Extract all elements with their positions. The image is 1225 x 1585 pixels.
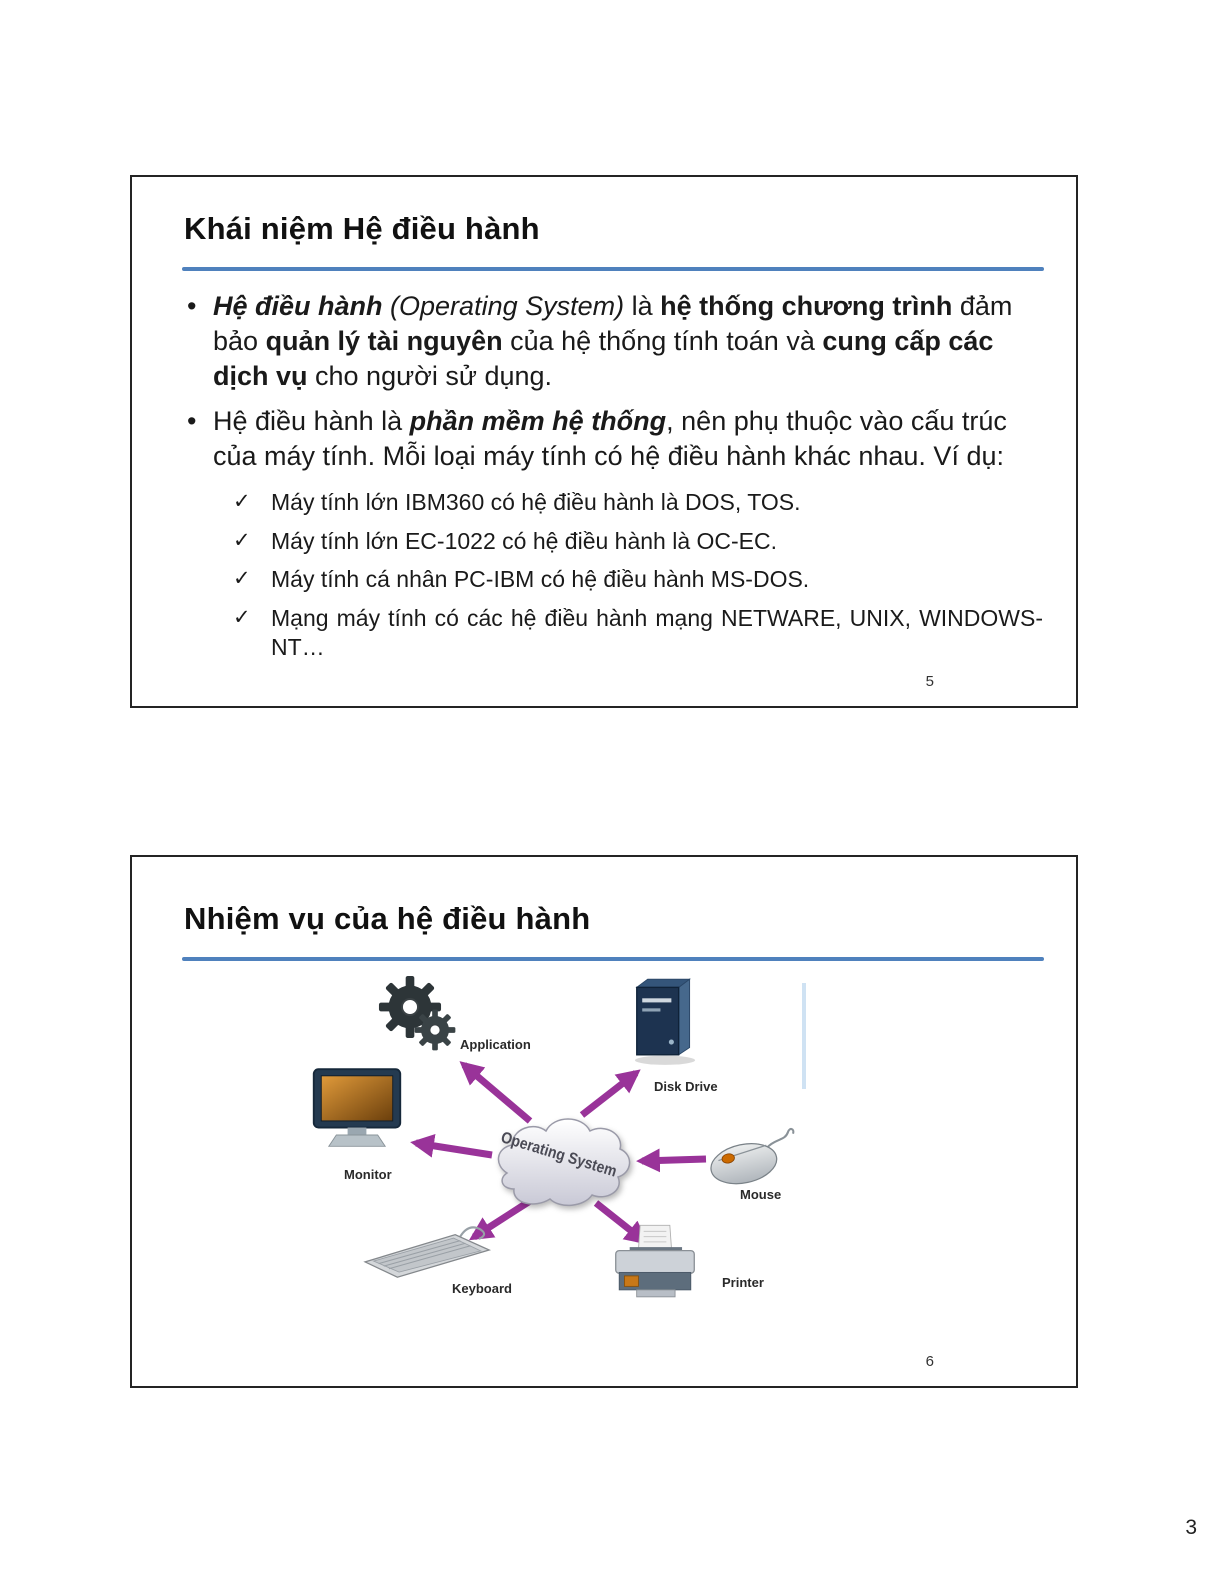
list-item-text: Máy tính lớn EC-1022 có hệ điều hành là OC-EC.: [271, 527, 778, 554]
monitor-icon: [310, 1067, 404, 1157]
monitor-label: Monitor: [344, 1167, 392, 1182]
list-item: [233, 604, 1043, 663]
bullet-marker: •: [187, 291, 197, 321]
slide-5: [130, 175, 1078, 708]
bullet-item: [187, 289, 1043, 394]
check-icon: ✓: [233, 604, 251, 629]
check-icon: ✓: [233, 566, 251, 591]
list-item-text: Máy tính cá nhân PC-IBM có hệ điều hành MS-DOS.: [271, 566, 810, 593]
list-item-text: Mạng máy tính có các hệ điều hành mạng NETWARE, UNIX, WINDOWS-NT…: [271, 604, 1043, 661]
example-list: [187, 488, 1043, 662]
text-segment: Hệ điều hành là: [213, 406, 410, 437]
application-icon: [372, 975, 472, 1061]
check-icon: ✓: [233, 489, 251, 514]
disk-drive-icon: [624, 975, 706, 1069]
bullet-item: [187, 404, 1043, 474]
cloud-icon: [482, 1103, 632, 1211]
slide-6: [130, 855, 1078, 1388]
gear-small-icon: [414, 1009, 456, 1051]
text-segment: quản lý tài nguyên: [265, 326, 503, 357]
document-page-number: 3: [1185, 1516, 1197, 1539]
mouse-icon: [698, 1123, 798, 1191]
disk-drive-label: Disk Drive: [654, 1079, 718, 1094]
text-segment: đảm bảo: [213, 291, 1013, 357]
text-segment: , nên phụ thuộc vào cấu trúc của máy tính. Mỗi loại máy tính có hệ điều hành khác nhau. Ví dụ:: [213, 406, 1007, 472]
keyboard-label: Keyboard: [452, 1281, 512, 1296]
text-segment: cho người sử dụng.: [307, 361, 553, 392]
text-segment: Hệ điều hành: [213, 291, 391, 321]
printer-label: Printer: [722, 1275, 764, 1290]
text-segment: là: [624, 291, 661, 321]
bullet-text: [213, 404, 1043, 474]
list-item: [233, 565, 1043, 594]
text-segment: cung cấp các dịch vụ: [213, 326, 994, 392]
text-segment: của hệ thống tính toán và: [502, 326, 823, 357]
arrow-mouse: [642, 1159, 706, 1161]
text-segment: phần mềm hệ thống: [409, 406, 667, 437]
operating-system-node: [482, 1103, 632, 1216]
arrow-monitor: [416, 1143, 492, 1155]
slide-page-number: 5: [925, 673, 934, 690]
title-underline: [182, 267, 1044, 271]
title-underline: [182, 957, 1044, 961]
text-segment: hệ thống chương trình: [660, 291, 953, 321]
mouse-label: Mouse: [740, 1187, 782, 1202]
keyboard-icon: [360, 1219, 496, 1281]
slide-page-number: 6: [925, 1353, 934, 1370]
application-label: Application: [460, 1037, 531, 1052]
slide-5-title: Khái niệm Hệ điều hành: [184, 211, 540, 246]
printer-icon: [607, 1223, 703, 1307]
check-icon: ✓: [233, 527, 251, 552]
list-item: [233, 488, 1043, 517]
bullet-text: [213, 289, 1043, 394]
bullet-marker: •: [187, 406, 197, 437]
list-item-text: Máy tính lớn IBM360 có hệ điều hành là DOS, TOS.: [271, 489, 801, 516]
slide-6-title: Nhiệm vụ của hệ điều hành: [184, 901, 591, 936]
list-item: [233, 527, 1043, 556]
os-diagram: [302, 975, 832, 1327]
slide-5-content: [187, 279, 1043, 663]
cloud-label: Operating System: [498, 1129, 632, 1186]
text-segment: (Operating System): [390, 291, 625, 321]
